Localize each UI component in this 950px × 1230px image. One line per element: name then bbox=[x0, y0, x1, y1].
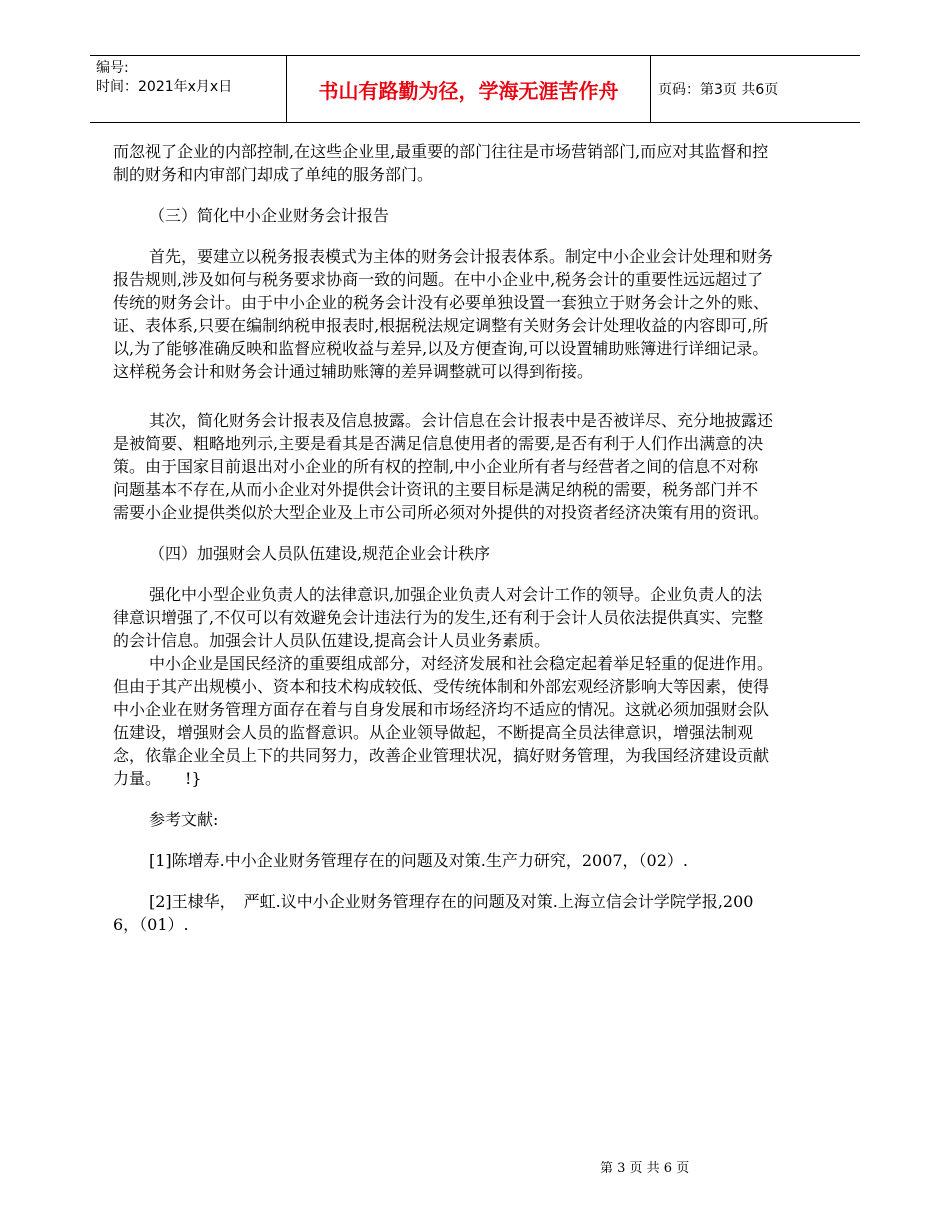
header-divider bbox=[650, 56, 651, 122]
document-body bbox=[113, 140, 773, 936]
reference-item: [2]王棣华， 严虹.议中小企业财务管理存在的问题及对策.上海立信会计学院学报,2006，（01）. bbox=[113, 892, 754, 934]
reference-item: [1]陈增寿.中小企业财务管理存在的问题及对策.生产力研究，2007，（02）. bbox=[149, 851, 689, 870]
document-number-label: 编号: bbox=[96, 60, 129, 76]
header-page-number: 页码：第3页 共6页 bbox=[658, 82, 779, 98]
paragraph: 强化中小型企业负责人的法律意识,加强企业负责人对会计工作的领导。企业负责人的法律意识增强了,不仅可以有效避免会计违法行为的发生,还有利于会计人员依法提供真实、完整的会计信息。加强会计人员队伍建设,提高会计人员业务素质。 bbox=[113, 585, 764, 650]
section-heading: （四）加强财会人员队伍建设,规范企业会计秩序 bbox=[149, 544, 491, 563]
section-heading: （三）简化中小企业财务会计报告 bbox=[149, 206, 390, 225]
page-header bbox=[90, 55, 860, 123]
header-motto: 书山有路勤为径，学海无涯苦作舟 bbox=[318, 78, 619, 103]
header-meta bbox=[96, 59, 232, 97]
paragraph: 而忽视了企业的内部控制,在这些企业里,最重要的部门往往是市场营销部门,而应对其监督和控制的财务和内审部门却成了单纯的服务部门。 bbox=[113, 142, 769, 184]
document-time: 时间：2021年x月x日 bbox=[96, 79, 233, 95]
paragraph: 首先，要建立以税务报表模式为主体的财务会计报表体系。制定中小企业会计处理和财务报告规则,涉及如何与税务要求协商一致的问题。在中小企业中,税务会计的重要性远远超过了传统的财务会计。由于中小企业的税务会计没有必要单独设置一套独立于财务会计之外的账、证、表体系,只要在编制纳税申报表时,根据税法规定调整有关财务会计处理收益的内容即可,所以,为了能够准确反映和监督应税收益与差异,以及方便查询,可以设置辅助账簿进行详细记录。这样税务会计和财务会计通过辅助账簿的差异调整就可以得到衔接。 bbox=[113, 247, 774, 381]
page-footer: 第 3 页 共 6 页 bbox=[600, 1161, 690, 1176]
paragraph: 中小企业是国民经济的重要组成部分，对经济发展和社会稳定起着举足轻重的促进作用。但由于其产出规模小、资本和技术构成较低、受传统体制和外部宏观经济影响大等因素，使得中小企业在财务管理方面存在着与自身发展和市场经济均不适应的情况。这就必须加强财会队伍建设，增强财会人员的监督意识。从企业领导做起，不断提高全员法律意识，增强法制观念，依靠企业全员上下的共同努力，改善企业管理状况，搞好财务管理，为我国经济建设贡献力量。 !} bbox=[113, 654, 774, 788]
references-title: 参考文献: bbox=[149, 810, 219, 829]
paragraph: 其次，简化财务会计报表及信息披露。会计信息在会计报表中是否被详尽、充分地披露还是被简要、粗略地列示,主要是看其是否满足信息使用者的需要,是否有利于人们作出满意的决策。由于国家目前退出对小企业的所有权的控制,中小企业所有者与经营者之间的信息不对称问题基本不存在,从而小企业对外提供会计资讯的主要目标是满足纳税的需要，税务部门并不需要小企业提供类似於大型企业及上市公司所必须对外提供的对投资者经济决策有用的资讯。 bbox=[113, 411, 774, 522]
